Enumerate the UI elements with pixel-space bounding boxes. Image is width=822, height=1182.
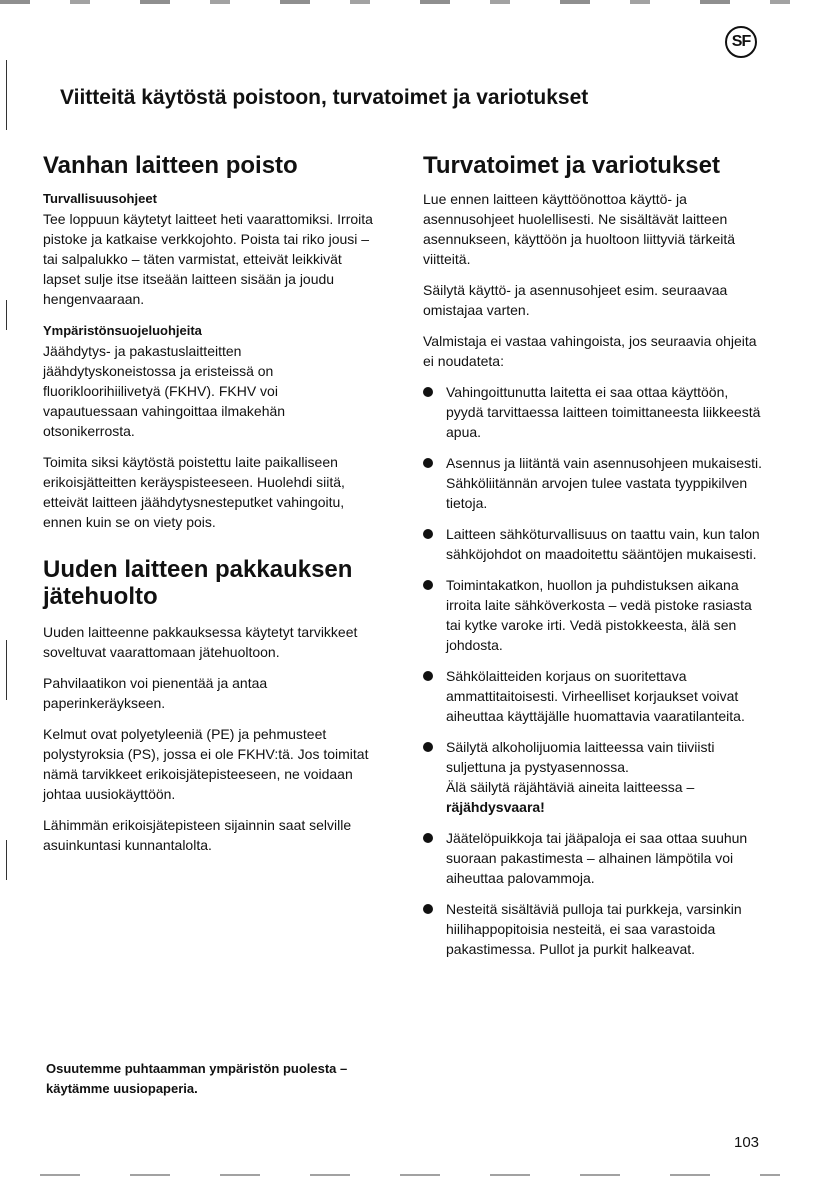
scan-edge-left (6, 60, 7, 130)
paragraph: Toimita siksi käytöstä poistettu laite paikalliseen erikoisjätteitten keräyspisteeseen. Huolehdi siitä, etteivät laitteen jäähdytysnesteputket vahingoitu, ennen kuin se on viety pois. (43, 454, 345, 530)
paragraph: Uuden laitteenne pakkauksessa käytetyt tarvikkeet soveltuvat vaarattomaan jätehuoltoon. (43, 624, 358, 660)
scan-edge-left (6, 300, 7, 330)
list-item-text: Jäätelöpuikkoja tai jääpaloja ei saa ottaa suuhun suoraan pakastimesta – alhainen lämpötila voi aiheuttaa palovammoja. (446, 830, 748, 886)
list-item-text: Nesteitä sisältäviä pulloja tai purkkeja, varsinkin hiilihappopitoisia nesteitä, ei saa varastoida pakastimessa. Pullot ja purkit halkeavat. (446, 901, 742, 957)
section-heading: Vanhan laitteen poisto (43, 152, 298, 179)
warning-text: Älä säilytä räjähtäviä aineita laitteessa – (446, 779, 695, 795)
list-item (423, 828, 768, 888)
subheading-environment: Ympäristönsuojeluohjeita (43, 323, 202, 338)
list-item (423, 575, 768, 655)
left-column (43, 152, 373, 866)
paragraph: Lähimmän erikoisjätepisteen sijainnin saat selville asuinkuntasi kunnantalolta. (43, 817, 352, 853)
list-item-text: Sähkölaitteiden korjaus on suoritettava ammattitaitoisesti. Virheelliset korjaukset voivat aiheuttaa käyttäjälle huomattavia vaaratilanteita. (446, 668, 745, 724)
list-item-text: Vahingoittunutta laitetta ei saa ottaa käyttöön, pyydä tarvittaessa laitteen toimittaneesta liikkeestä apua. (446, 384, 761, 440)
list-item (423, 666, 768, 726)
paragraph: Pahvilaatikon voi pienentää ja antaa paperinkeräykseen. (43, 675, 268, 711)
warning-emphasis: räjähdysvaara! (446, 799, 545, 815)
bullet-icon (423, 458, 433, 468)
subheading-safety: Turvallisuusohjeet (43, 191, 157, 206)
section-heading: Turvatoimet ja variotukset (423, 152, 720, 179)
page-title: Viitteitä käytöstä poistoon, turvatoimet ja variotukset (60, 86, 589, 109)
paragraph: Tee loppuun käytetyt laitteet heti vaarattomiksi. Irroita pistoke ja katkaise verkkojohto. Poista tai riko jousi – tai salpalukko – täten varmistat, etteivät leikkivät lapset sulje itse itseään laitteen sisään ja joudu hengenvaaraan. (43, 211, 373, 307)
bullet-icon (423, 529, 433, 539)
list-item (423, 382, 768, 442)
section-heading: Uuden laitteen pakkauksen jätehuolto (43, 556, 353, 610)
bullet-icon (423, 904, 433, 914)
list-item-text: Asennus ja liitäntä vain asennusohjeen mukaisesti. Sähköliitännän arvojen tulee vastata tyyppikilven tietoja. (446, 455, 762, 511)
list-item (423, 737, 768, 817)
recycled-paper-note: Osuutemme puhtaamman ympäristön puolesta – käytämme uusiopaperia. (46, 1061, 348, 1096)
scan-edge-bottom (40, 1174, 780, 1176)
bullet-icon (423, 387, 433, 397)
list-item-text: Säilytä alkoholijuomia laitteessa vain tiiviisti suljettuna ja pystyasennossa. (446, 739, 715, 775)
list-item (423, 899, 768, 959)
country-badge: SF (725, 26, 757, 58)
precautions-list (423, 382, 768, 959)
paragraph: Jäähdytys- ja pakastuslaitteitten jäähdytyskoneistossa ja eristeissä on fluorikloorihiilivetyä (FKHV). FKHV voi vapautuessaan vahingoittaa ilmakehän otsonikerrosta. (43, 343, 286, 439)
scan-edge-top (0, 0, 822, 4)
paragraph: Lue ennen laitteen käyttöönottoa käyttö- ja asennusohjeet huolellisesti. Ne sisältävät laitteen asennukseen, käyttöön ja huoltoon liittyviä tärkeitä viitteitä. (423, 191, 736, 267)
scan-edge-left (6, 840, 7, 880)
right-column (423, 152, 768, 970)
packaging-disposal-section (43, 556, 373, 855)
old-appliance-disposal-section (43, 152, 373, 532)
bullet-icon (423, 833, 433, 843)
bullet-icon (423, 580, 433, 590)
page-number: 103 (734, 1134, 760, 1151)
bullet-icon (423, 742, 433, 752)
list-item-text: Toimintakatkon, huollon ja puhdistuksen aikana irroita laite sähköverkosta – vedä pistoke rasiasta tai kytke varoke irti. Vedä pistokkeesta, älä sen johdosta. (446, 577, 752, 653)
list-item (423, 453, 768, 513)
paragraph: Valmistaja ei vastaa vahingoista, jos seuraavia ohjeita ei noudateta: (423, 333, 757, 369)
safety-precautions-section (423, 152, 768, 959)
bullet-icon (423, 671, 433, 681)
paragraph: Kelmut ovat polyetyleeniä (PE) ja pehmusteet polystyroksia (PS), jossa ei ole FKHV:tä. Jos toimitat nämä tarvikkeet erikoisjätepisteeseen, ne voidaan johtaa uusiokäyttöön. (43, 726, 369, 802)
paragraph: Säilytä käyttö- ja asennusohjeet esim. seuraavaa omistajaa varten. (423, 282, 728, 318)
list-item-text: Laitteen sähköturvallisuus on taattu vain, kun talon sähköjohdot on maadoitettu sääntöjen mukaisesti. (446, 526, 760, 562)
list-item (423, 524, 768, 564)
scan-edge-left (6, 640, 7, 700)
explosion-warning (446, 777, 768, 817)
